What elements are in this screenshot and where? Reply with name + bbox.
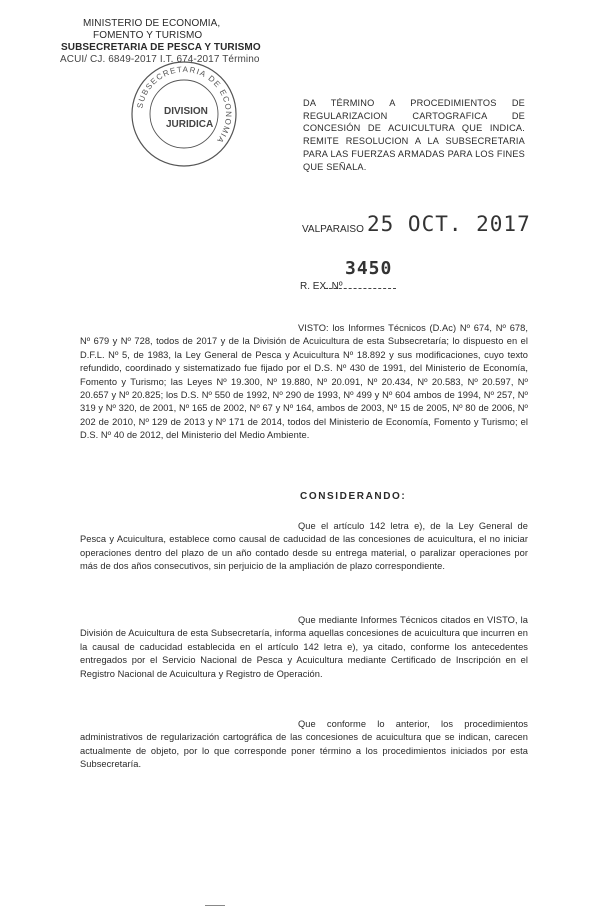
visto-paragraph: VISTO: los Informes Técnicos (D.Ac) Nº 674, Nº 678, Nº 679 y Nº 728, todos de 2017 y de la División de Acuicultura de esta Subsecretaría; lo dispuesto en el D.F.L. Nº 5, de 1983, la Ley General de Pesca y Acuicultura Nº 18.892 y sus modificaciones, cuyo texto refundido, coordinado y sistematizado fue fijado por el D.S. Nº 430 de 1991, del Ministerio de Economía, Fomento y Turismo; las Leyes Nº 19.300, Nº 19.880, Nº 20.091, Nº 20.434, Nº 20.583, Nº 20.597, Nº 20.657 y Nº 20.825; los D.S. Nº 550 de 1992, Nº 290 de 1993, Nº 499 y Nº 604 ambos de 1994, Nº 257, Nº 319 y Nº 320, de 2001, Nº 165 de 2002, Nº 67 y Nº 164, ambos de 2003, Nº 15 de 2005, Nº 80 de 2006, Nº 202 de 2010, Nº 129 de 2013 y Nº 171 de 2014, todos del Ministerio de Economía, Fomento y Turismo; el D.S. Nº 40 de 2012, del Ministerio del Medio Ambiente. xyxy=(80,323,528,441)
place-label: VALPARAISO xyxy=(302,224,364,235)
page-bottom-mark xyxy=(205,905,225,906)
subsecretaria-name: SUBSECRETARIA DE PESCA Y TURISMO xyxy=(61,42,261,53)
stamp-text-line1: DIVISION xyxy=(164,106,208,117)
considerando-paragraph: Que conforme lo anterior, los procedimientos administrativos de regularización cartográfica de las concesiones de acuicultura que se indican, carecen actualmente de objeto, por lo que corresponde poner término a los procedimientos iniciados por esta Subsecretaría. xyxy=(80,719,528,770)
considerando-heading: CONSIDERANDO: xyxy=(300,491,407,502)
ministry-name: MINISTERIO DE ECONOMIA, xyxy=(83,18,221,29)
resolution-number-label: R. EX. Nº xyxy=(300,281,343,292)
division-juridica-stamp xyxy=(128,58,240,170)
stamp-text-line2: JURIDICA xyxy=(166,119,214,130)
resolution-subject: DA TÉRMINO A PROCEDIMIENTOS DE REGULARIZACION CARTOGRAFICA DE CONCESIÓN DE ACUICULTURA QUE INDICA. REMITE RESOLUCION A LA SUBSECRETARIA PARA LAS FUERZAS ARMADAS PARA LOS FINES QUE SEÑALA. xyxy=(303,98,525,172)
resolution-number-underline xyxy=(324,288,396,289)
stamp-ring-text: SUBSECRETARIA DE ECONOMIA xyxy=(135,64,234,146)
reference-code: ACUI/ CJ. 6849-2017 I.T. 674-2017 Término xyxy=(60,54,260,65)
ministry-subname: FOMENTO Y TURISMO xyxy=(93,30,203,41)
resolution-number: 3450 xyxy=(345,258,393,279)
resolution-date-stamp: 25 OCT. 2017 xyxy=(367,212,531,236)
considerando-paragraph: Que el artículo 142 letra e), de la Ley General de Pesca y Acuicultura, establece como causal de caducidad de las concesiones de acuicultura, el no iniciar operaciones dentro del plazo de un año contado desde su entrega material, o paralizar operaciones por más de dos años consecutivos, sin perjuicio de la ampliación de plazo correspondiente. xyxy=(80,521,528,572)
considerando-paragraph: Que mediante Informes Técnicos citados en VISTO, la División de Acuicultura de esta Subsecretaría, informa aquellas concesiones de acuicultura que incurren en la causal de caducidad establecida en el artículo 142 letra e), ya citado, conforme los antecedentes entregados por el Servicio Nacional de Pesca y Acuicultura mediante Certificado de Inscripción en el Registro Nacional de Acuicultura y Registro de Operación. xyxy=(80,615,528,679)
